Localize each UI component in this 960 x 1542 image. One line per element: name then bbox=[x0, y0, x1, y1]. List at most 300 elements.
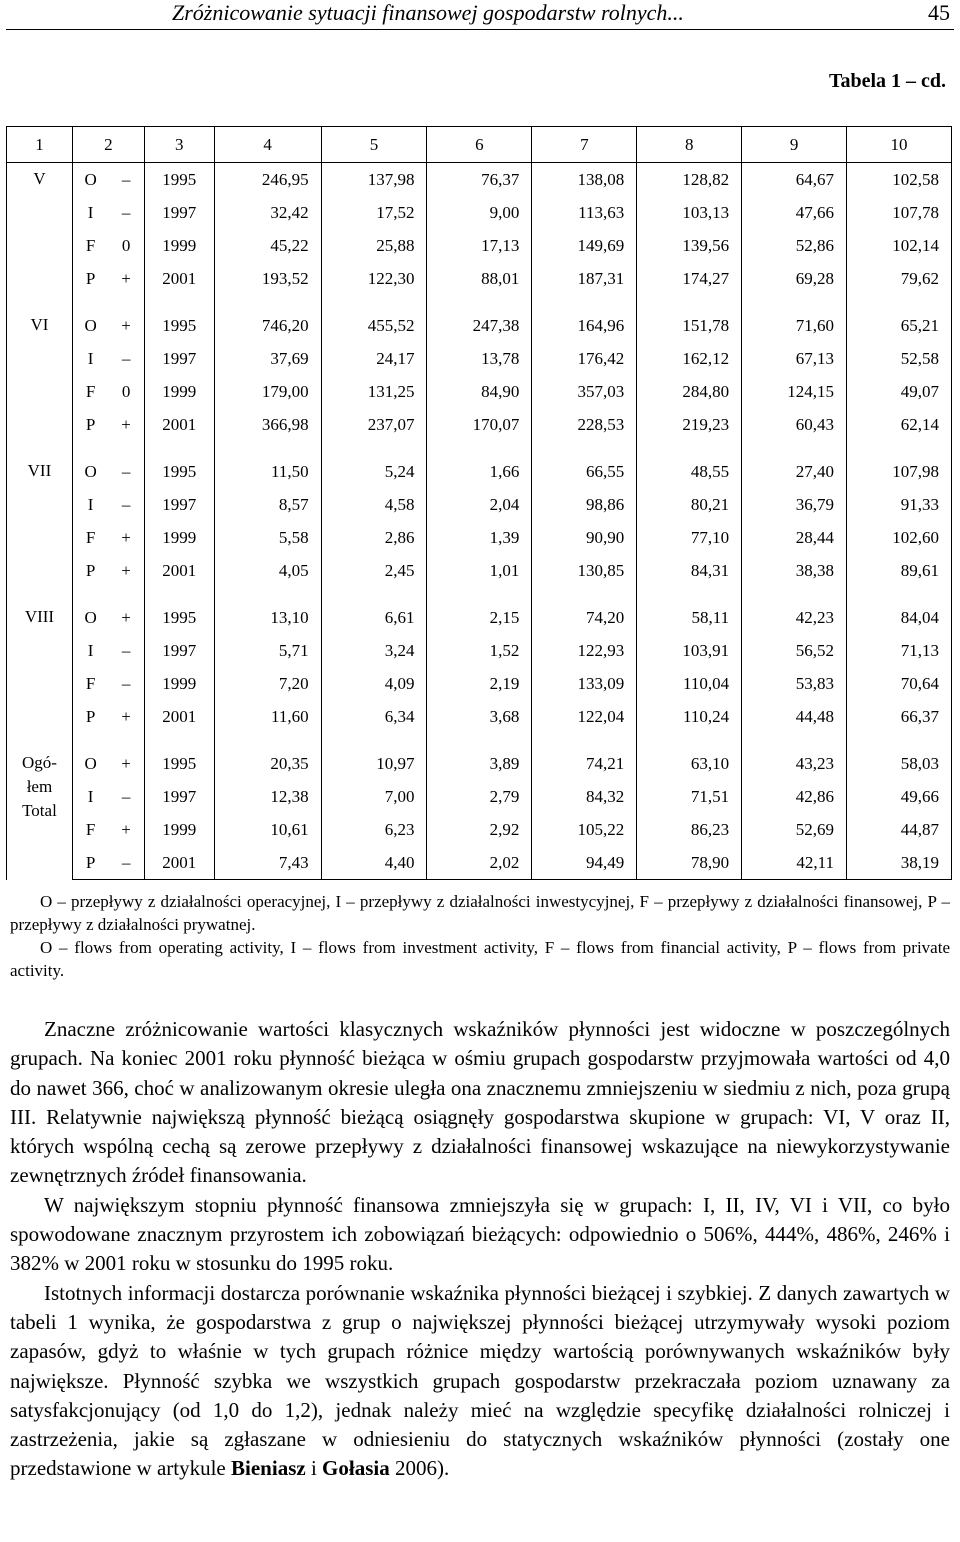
flow-type-cell: P bbox=[72, 262, 108, 295]
value-cell: 130,85 bbox=[532, 554, 637, 587]
value-cell: 4,40 bbox=[321, 846, 427, 880]
spacer-cell bbox=[427, 587, 532, 601]
table-row bbox=[7, 813, 952, 846]
value-cell: 42,23 bbox=[742, 601, 847, 634]
value-cell: 52,58 bbox=[847, 342, 952, 375]
value-cell: 1,66 bbox=[427, 455, 532, 488]
value-cell: 110,04 bbox=[637, 667, 742, 700]
value-cell: 58,03 bbox=[847, 747, 952, 780]
value-cell: 2,19 bbox=[427, 667, 532, 700]
group-label: Total bbox=[22, 801, 57, 820]
spacer-cell bbox=[72, 295, 108, 309]
year-cell: 1995 bbox=[144, 601, 214, 634]
table-caption: Tabela 1 – cd. bbox=[828, 70, 946, 92]
value-cell: 149,69 bbox=[532, 229, 637, 262]
value-cell: 91,33 bbox=[847, 488, 952, 521]
spacer-cell bbox=[742, 733, 847, 747]
spacer-cell bbox=[637, 441, 742, 455]
group-cell bbox=[7, 747, 73, 880]
value-cell: 17,13 bbox=[427, 229, 532, 262]
value-cell: 28,44 bbox=[742, 521, 847, 554]
value-cell: 49,66 bbox=[847, 780, 952, 813]
spacer-cell bbox=[532, 441, 637, 455]
spacer-cell bbox=[742, 441, 847, 455]
value-cell: 44,87 bbox=[847, 813, 952, 846]
value-cell: 17,52 bbox=[321, 196, 427, 229]
value-cell: 90,90 bbox=[532, 521, 637, 554]
value-cell: 284,80 bbox=[637, 375, 742, 408]
flow-type-cell: O bbox=[72, 747, 108, 780]
group-cell bbox=[7, 163, 73, 296]
value-cell: 69,28 bbox=[742, 262, 847, 295]
value-cell: 366,98 bbox=[214, 408, 321, 441]
spacer-cell bbox=[72, 441, 108, 455]
value-cell: 10,97 bbox=[321, 747, 427, 780]
paragraph-text: Istotnych informacji dostarcza porównanie wskaźnika płynności bieżącej i szybkiej. Z danych zawartych w tabeli 1 wynika, że gospodarstwa z grup o największej płynności bieżącej utrzymywały wysoki poziom zapasów, gdyż to właśnie w tych grupach różnice między wartością porównywanych wskaźników były największe. Płynność szybka we wszystkich grupach gospodarstw przekraczała poziom uznawany za satysfakcjonujący (od 1,0 do 1,2), jednak należy mieć na względzie specyfikę działalności rolniczej i zastrzeżenia, jakie są zgłaszane w odniesieniu do statycznych wskaźników płynności (zostały one przedstawione w artykule bbox=[10, 1280, 950, 1481]
value-cell: 79,62 bbox=[847, 262, 952, 295]
spacer-cell bbox=[7, 441, 73, 455]
flow-type-cell: O bbox=[72, 309, 108, 342]
value-cell: 3,89 bbox=[427, 747, 532, 780]
value-cell: 102,58 bbox=[847, 163, 952, 197]
value-cell: 36,79 bbox=[742, 488, 847, 521]
sign-cell: – bbox=[108, 163, 144, 197]
value-cell: 237,07 bbox=[321, 408, 427, 441]
value-cell: 179,00 bbox=[214, 375, 321, 408]
sign-cell: + bbox=[108, 747, 144, 780]
spacer-cell bbox=[532, 733, 637, 747]
column-number-cell: 2 bbox=[72, 127, 144, 163]
column-number-cell: 4 bbox=[214, 127, 321, 163]
group-label: VIII bbox=[24, 607, 55, 626]
value-cell: 103,13 bbox=[637, 196, 742, 229]
value-cell: 2,04 bbox=[427, 488, 532, 521]
spacer-cell bbox=[72, 733, 108, 747]
value-cell: 2,86 bbox=[321, 521, 427, 554]
value-cell: 42,86 bbox=[742, 780, 847, 813]
flow-type-cell: I bbox=[72, 342, 108, 375]
value-cell: 133,09 bbox=[532, 667, 637, 700]
value-cell: 247,38 bbox=[427, 309, 532, 342]
value-cell: 164,96 bbox=[532, 309, 637, 342]
flow-type-cell: F bbox=[72, 813, 108, 846]
sign-cell: + bbox=[108, 521, 144, 554]
sign-cell: + bbox=[108, 262, 144, 295]
value-cell: 122,30 bbox=[321, 262, 427, 295]
group-cell bbox=[7, 455, 73, 587]
value-cell: 113,63 bbox=[532, 196, 637, 229]
spacer-cell bbox=[637, 295, 742, 309]
spacer-cell bbox=[321, 587, 427, 601]
sign-cell: – bbox=[108, 196, 144, 229]
value-cell: 71,51 bbox=[637, 780, 742, 813]
value-cell: 138,08 bbox=[532, 163, 637, 197]
table-row bbox=[7, 846, 952, 880]
value-cell: 4,05 bbox=[214, 554, 321, 587]
spacer-cell bbox=[144, 733, 214, 747]
value-cell: 228,53 bbox=[532, 408, 637, 441]
sign-cell: – bbox=[108, 342, 144, 375]
value-cell: 174,27 bbox=[637, 262, 742, 295]
flow-type-cell: O bbox=[72, 601, 108, 634]
group-spacer bbox=[7, 587, 952, 601]
spacer-cell bbox=[214, 733, 321, 747]
spacer-cell bbox=[847, 441, 952, 455]
value-cell: 246,95 bbox=[214, 163, 321, 197]
spacer-cell bbox=[742, 587, 847, 601]
spacer-cell bbox=[108, 587, 144, 601]
note-english: O – flows from operating activity, I – flows from investment activity, F – flows from financial activity, P – flows from private activity. bbox=[10, 938, 950, 980]
table-row bbox=[7, 262, 952, 295]
table-row bbox=[7, 747, 952, 780]
table-row bbox=[7, 700, 952, 733]
value-cell: 162,12 bbox=[637, 342, 742, 375]
spacer-cell bbox=[7, 295, 73, 309]
value-cell: 89,61 bbox=[847, 554, 952, 587]
value-cell: 32,42 bbox=[214, 196, 321, 229]
value-cell: 103,91 bbox=[637, 634, 742, 667]
value-cell: 6,61 bbox=[321, 601, 427, 634]
year-cell: 1995 bbox=[144, 163, 214, 197]
value-cell: 74,20 bbox=[532, 601, 637, 634]
paragraph: Znaczne zróżnicowanie wartości klasycznych wskaźników płynności jest widoczne w poszczególnych grupach. Na koniec 2001 roku płynność bieżąca w ośmiu grupach gospodarstw przyjmowała wartości od 4,0 do nawet 366, choć w analizowanym okresie uległa ona znacznemu zmniejszeniu w siedmiu z nich, poza grupą III. Relatywnie największą płynność bieżącą osiągnęły gospodarstwa skupione w grupach: VI, V oraz II, których wspólną cechą są zerowe przepływy z działalności finansowej wskazujące na niewykorzystywanie zewnętrznych źródeł finansowania. bbox=[10, 1017, 950, 1188]
sign-cell: – bbox=[108, 846, 144, 880]
sign-cell: – bbox=[108, 488, 144, 521]
spacer-cell bbox=[108, 441, 144, 455]
table-row bbox=[7, 455, 952, 488]
group-label: Ogó- bbox=[21, 753, 57, 772]
group-spacer bbox=[7, 441, 952, 455]
value-cell: 77,10 bbox=[637, 521, 742, 554]
year-cell: 1997 bbox=[144, 488, 214, 521]
year-cell: 1997 bbox=[144, 342, 214, 375]
spacer-cell bbox=[7, 733, 73, 747]
paragraph-text: 2006). bbox=[389, 1456, 450, 1481]
value-cell: 1,01 bbox=[427, 554, 532, 587]
group-cell bbox=[7, 309, 73, 441]
year-cell: 1995 bbox=[144, 309, 214, 342]
value-cell: 20,35 bbox=[214, 747, 321, 780]
sign-cell: + bbox=[108, 700, 144, 733]
column-number-cell: 5 bbox=[321, 127, 427, 163]
value-cell: 187,31 bbox=[532, 262, 637, 295]
note-polish: O – przepływy z działalności operacyjnej, I – przepływy z działalności inwestycyjnej, F – przepływy z działalności finansowej, P – przepływy z działalności prywatnej. bbox=[10, 892, 950, 934]
value-cell: 71,13 bbox=[847, 634, 952, 667]
spacer-cell bbox=[144, 441, 214, 455]
value-cell: 78,90 bbox=[637, 846, 742, 880]
value-cell: 11,50 bbox=[214, 455, 321, 488]
value-cell: 102,14 bbox=[847, 229, 952, 262]
table-row bbox=[7, 488, 952, 521]
value-cell: 88,01 bbox=[427, 262, 532, 295]
value-cell: 5,24 bbox=[321, 455, 427, 488]
value-cell: 6,23 bbox=[321, 813, 427, 846]
value-cell: 84,32 bbox=[532, 780, 637, 813]
value-cell: 2,15 bbox=[427, 601, 532, 634]
value-cell: 7,43 bbox=[214, 846, 321, 880]
spacer-cell bbox=[637, 733, 742, 747]
value-cell: 131,25 bbox=[321, 375, 427, 408]
sign-cell: + bbox=[108, 309, 144, 342]
value-cell: 38,19 bbox=[847, 846, 952, 880]
flow-type-cell: I bbox=[72, 488, 108, 521]
value-cell: 38,38 bbox=[742, 554, 847, 587]
year-cell: 1999 bbox=[144, 813, 214, 846]
table-row bbox=[7, 309, 952, 342]
value-cell: 7,00 bbox=[321, 780, 427, 813]
spacer-cell bbox=[214, 587, 321, 601]
value-cell: 37,69 bbox=[214, 342, 321, 375]
value-cell: 8,57 bbox=[214, 488, 321, 521]
value-cell: 24,17 bbox=[321, 342, 427, 375]
table-row bbox=[7, 601, 952, 634]
column-number-cell: 10 bbox=[847, 127, 952, 163]
flow-type-cell: F bbox=[72, 375, 108, 408]
value-cell: 70,64 bbox=[847, 667, 952, 700]
value-cell: 1,52 bbox=[427, 634, 532, 667]
column-number-cell: 3 bbox=[144, 127, 214, 163]
flow-type-cell: P bbox=[72, 700, 108, 733]
flow-type-cell: I bbox=[72, 196, 108, 229]
table-row bbox=[7, 634, 952, 667]
value-cell: 2,79 bbox=[427, 780, 532, 813]
spacer-cell bbox=[321, 733, 427, 747]
table-row bbox=[7, 554, 952, 587]
spacer-cell bbox=[321, 295, 427, 309]
spacer-cell bbox=[847, 733, 952, 747]
spacer-cell bbox=[847, 295, 952, 309]
sign-cell: + bbox=[108, 813, 144, 846]
table-row bbox=[7, 667, 952, 700]
value-cell: 2,45 bbox=[321, 554, 427, 587]
value-cell: 1,39 bbox=[427, 521, 532, 554]
table-row bbox=[7, 163, 952, 197]
year-cell: 1999 bbox=[144, 375, 214, 408]
value-cell: 86,23 bbox=[637, 813, 742, 846]
value-cell: 52,69 bbox=[742, 813, 847, 846]
group-spacer bbox=[7, 733, 952, 747]
spacer-cell bbox=[108, 295, 144, 309]
value-cell: 67,13 bbox=[742, 342, 847, 375]
year-cell: 1999 bbox=[144, 229, 214, 262]
flow-type-cell: P bbox=[72, 554, 108, 587]
paragraph-last bbox=[10, 1279, 950, 1484]
spacer-cell bbox=[847, 587, 952, 601]
value-cell: 2,02 bbox=[427, 846, 532, 880]
value-cell: 105,22 bbox=[532, 813, 637, 846]
column-number-cell: 6 bbox=[427, 127, 532, 163]
year-cell: 1997 bbox=[144, 634, 214, 667]
value-cell: 66,37 bbox=[847, 700, 952, 733]
value-cell: 357,03 bbox=[532, 375, 637, 408]
sign-cell: + bbox=[108, 554, 144, 587]
group-cell bbox=[7, 601, 73, 733]
table-row bbox=[7, 375, 952, 408]
year-cell: 2001 bbox=[144, 554, 214, 587]
year-cell: 2001 bbox=[144, 262, 214, 295]
running-title: Zróżnicowanie sytuacji finansowej gospodarstw rolnych... bbox=[172, 0, 684, 25]
year-cell: 1997 bbox=[144, 196, 214, 229]
value-cell: 6,34 bbox=[321, 700, 427, 733]
year-cell: 1999 bbox=[144, 667, 214, 700]
column-number-cell: 8 bbox=[637, 127, 742, 163]
year-cell: 1999 bbox=[144, 521, 214, 554]
value-cell: 74,21 bbox=[532, 747, 637, 780]
spacer-cell bbox=[144, 587, 214, 601]
spacer-cell bbox=[214, 441, 321, 455]
spacer-cell bbox=[532, 295, 637, 309]
spacer-cell bbox=[214, 295, 321, 309]
value-cell: 219,23 bbox=[637, 408, 742, 441]
group-label: łem bbox=[26, 777, 53, 796]
table-row bbox=[7, 408, 952, 441]
value-cell: 3,24 bbox=[321, 634, 427, 667]
value-cell: 76,37 bbox=[427, 163, 532, 197]
group-label: VII bbox=[27, 461, 52, 480]
value-cell: 5,58 bbox=[214, 521, 321, 554]
value-cell: 170,07 bbox=[427, 408, 532, 441]
value-cell: 137,98 bbox=[321, 163, 427, 197]
spacer-cell bbox=[742, 295, 847, 309]
year-cell: 2001 bbox=[144, 846, 214, 880]
value-cell: 44,48 bbox=[742, 700, 847, 733]
spacer-cell bbox=[108, 733, 144, 747]
spacer-cell bbox=[144, 295, 214, 309]
value-cell: 11,60 bbox=[214, 700, 321, 733]
flow-type-cell: F bbox=[72, 229, 108, 262]
value-cell: 84,90 bbox=[427, 375, 532, 408]
value-cell: 56,52 bbox=[742, 634, 847, 667]
value-cell: 455,52 bbox=[321, 309, 427, 342]
page-number: 45 bbox=[928, 0, 950, 25]
table-row bbox=[7, 521, 952, 554]
sign-cell: – bbox=[108, 780, 144, 813]
value-cell: 94,49 bbox=[532, 846, 637, 880]
table-header-row bbox=[7, 127, 952, 163]
sign-cell: – bbox=[108, 667, 144, 700]
group-label: V bbox=[33, 169, 46, 188]
value-cell: 45,22 bbox=[214, 229, 321, 262]
spacer-cell bbox=[427, 441, 532, 455]
value-cell: 47,66 bbox=[742, 196, 847, 229]
value-cell: 2,92 bbox=[427, 813, 532, 846]
value-cell: 27,40 bbox=[742, 455, 847, 488]
value-cell: 4,09 bbox=[321, 667, 427, 700]
table-row bbox=[7, 342, 952, 375]
table-notes bbox=[10, 890, 950, 982]
value-cell: 7,20 bbox=[214, 667, 321, 700]
value-cell: 80,21 bbox=[637, 488, 742, 521]
value-cell: 53,83 bbox=[742, 667, 847, 700]
value-cell: 13,10 bbox=[214, 601, 321, 634]
value-cell: 25,88 bbox=[321, 229, 427, 262]
sign-cell: – bbox=[108, 455, 144, 488]
value-cell: 102,60 bbox=[847, 521, 952, 554]
author-name: Bieniasz bbox=[231, 1456, 306, 1481]
sign-cell: 0 bbox=[108, 375, 144, 408]
sign-cell: + bbox=[108, 408, 144, 441]
value-cell: 63,10 bbox=[637, 747, 742, 780]
value-cell: 62,14 bbox=[847, 408, 952, 441]
value-cell: 9,00 bbox=[427, 196, 532, 229]
value-cell: 64,67 bbox=[742, 163, 847, 197]
value-cell: 49,07 bbox=[847, 375, 952, 408]
value-cell: 4,58 bbox=[321, 488, 427, 521]
column-number-cell: 1 bbox=[7, 127, 73, 163]
table-row bbox=[7, 780, 952, 813]
conjunction: i bbox=[305, 1456, 323, 1481]
group-label: VI bbox=[30, 315, 49, 334]
table-row bbox=[7, 196, 952, 229]
value-cell: 107,98 bbox=[847, 455, 952, 488]
flow-type-cell: P bbox=[72, 408, 108, 441]
paragraph: W największym stopniu płynność finansowa zmniejszyła się w grupach: I, II, IV, VI i VII, co było spowodowane znacznym przyrostem ich zobowiązań bieżących: odpowiednio o 506%, 444%, 486%, 246% i 382% w 2001 roku w stosunku do 1995 roku. bbox=[10, 1192, 950, 1276]
sign-cell: 0 bbox=[108, 229, 144, 262]
value-cell: 176,42 bbox=[532, 342, 637, 375]
value-cell: 107,78 bbox=[847, 196, 952, 229]
flow-type-cell: F bbox=[72, 521, 108, 554]
sign-cell: – bbox=[108, 634, 144, 667]
value-cell: 66,55 bbox=[532, 455, 637, 488]
value-cell: 139,56 bbox=[637, 229, 742, 262]
value-cell: 42,11 bbox=[742, 846, 847, 880]
value-cell: 98,86 bbox=[532, 488, 637, 521]
value-cell: 84,04 bbox=[847, 601, 952, 634]
value-cell: 52,86 bbox=[742, 229, 847, 262]
spacer-cell bbox=[532, 587, 637, 601]
value-cell: 110,24 bbox=[637, 700, 742, 733]
value-cell: 10,61 bbox=[214, 813, 321, 846]
value-cell: 12,38 bbox=[214, 780, 321, 813]
value-cell: 151,78 bbox=[637, 309, 742, 342]
value-cell: 193,52 bbox=[214, 262, 321, 295]
value-cell: 84,31 bbox=[637, 554, 742, 587]
spacer-cell bbox=[72, 587, 108, 601]
value-cell: 3,68 bbox=[427, 700, 532, 733]
table-row bbox=[7, 229, 952, 262]
sign-cell: + bbox=[108, 601, 144, 634]
year-cell: 1995 bbox=[144, 455, 214, 488]
flow-type-cell: O bbox=[72, 455, 108, 488]
value-cell: 128,82 bbox=[637, 163, 742, 197]
value-cell: 58,11 bbox=[637, 601, 742, 634]
column-number-cell: 7 bbox=[532, 127, 637, 163]
body-text bbox=[10, 1015, 950, 1484]
value-cell: 43,23 bbox=[742, 747, 847, 780]
value-cell: 122,04 bbox=[532, 700, 637, 733]
value-cell: 746,20 bbox=[214, 309, 321, 342]
flow-type-cell: I bbox=[72, 634, 108, 667]
value-cell: 48,55 bbox=[637, 455, 742, 488]
spacer-cell bbox=[427, 733, 532, 747]
flow-type-cell: F bbox=[72, 667, 108, 700]
flow-type-cell: I bbox=[72, 780, 108, 813]
year-cell: 2001 bbox=[144, 700, 214, 733]
year-cell: 1997 bbox=[144, 780, 214, 813]
data-table bbox=[6, 126, 952, 880]
author-name: Gołasia bbox=[322, 1456, 390, 1481]
value-cell: 5,71 bbox=[214, 634, 321, 667]
year-cell: 1995 bbox=[144, 747, 214, 780]
value-cell: 60,43 bbox=[742, 408, 847, 441]
spacer-cell bbox=[7, 587, 73, 601]
value-cell: 124,15 bbox=[742, 375, 847, 408]
spacer-cell bbox=[427, 295, 532, 309]
flow-type-cell: P bbox=[72, 846, 108, 880]
value-cell: 65,21 bbox=[847, 309, 952, 342]
running-header bbox=[6, 0, 954, 30]
spacer-cell bbox=[637, 587, 742, 601]
